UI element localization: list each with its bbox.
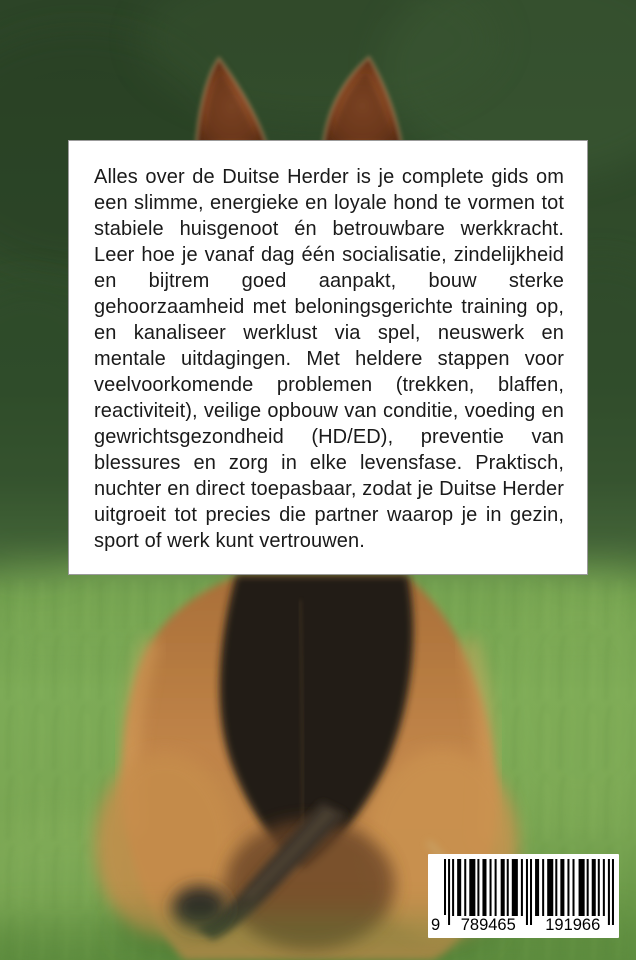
isbn-digits — [431, 913, 615, 935]
isbn-digit-group: 9 — [431, 915, 446, 935]
isbn-digit-group: 191966 — [545, 916, 601, 934]
isbn-barcode — [428, 854, 619, 938]
blurb-text: Alles over de Duitse Herder is je complete gids om een slimme, energieke en loyale hond te vormen tot stabiele huisgenoot én betrouwbare werkkracht. Leer hoe je vanaf dag één socialisatie, zindelijkheid en bijtrem goed aanpakt, bouw sterke gehoorzaamheid met beloningsgerichte training op, en kanaliseer werklust via spel, neuswerk en mentale uitdagingen. Met heldere stappen voor veelvoorkomende problemen (trekken, blaffen, reactiviteit), veilige opbouw van conditie, voeding en gewrichtsgezondheid (HD/ED), preventie van blessures en zorg in elke levensfase. Praktisch, nuchter en direct toepasbaar, zodat je Duitse Herder uitgroeit tot precies die partner waarop je in gezin, sport of werk kunt vertrouwen. — [94, 166, 564, 552]
isbn-digit-group: 789465 — [460, 916, 516, 934]
blurb-panel — [68, 140, 588, 575]
